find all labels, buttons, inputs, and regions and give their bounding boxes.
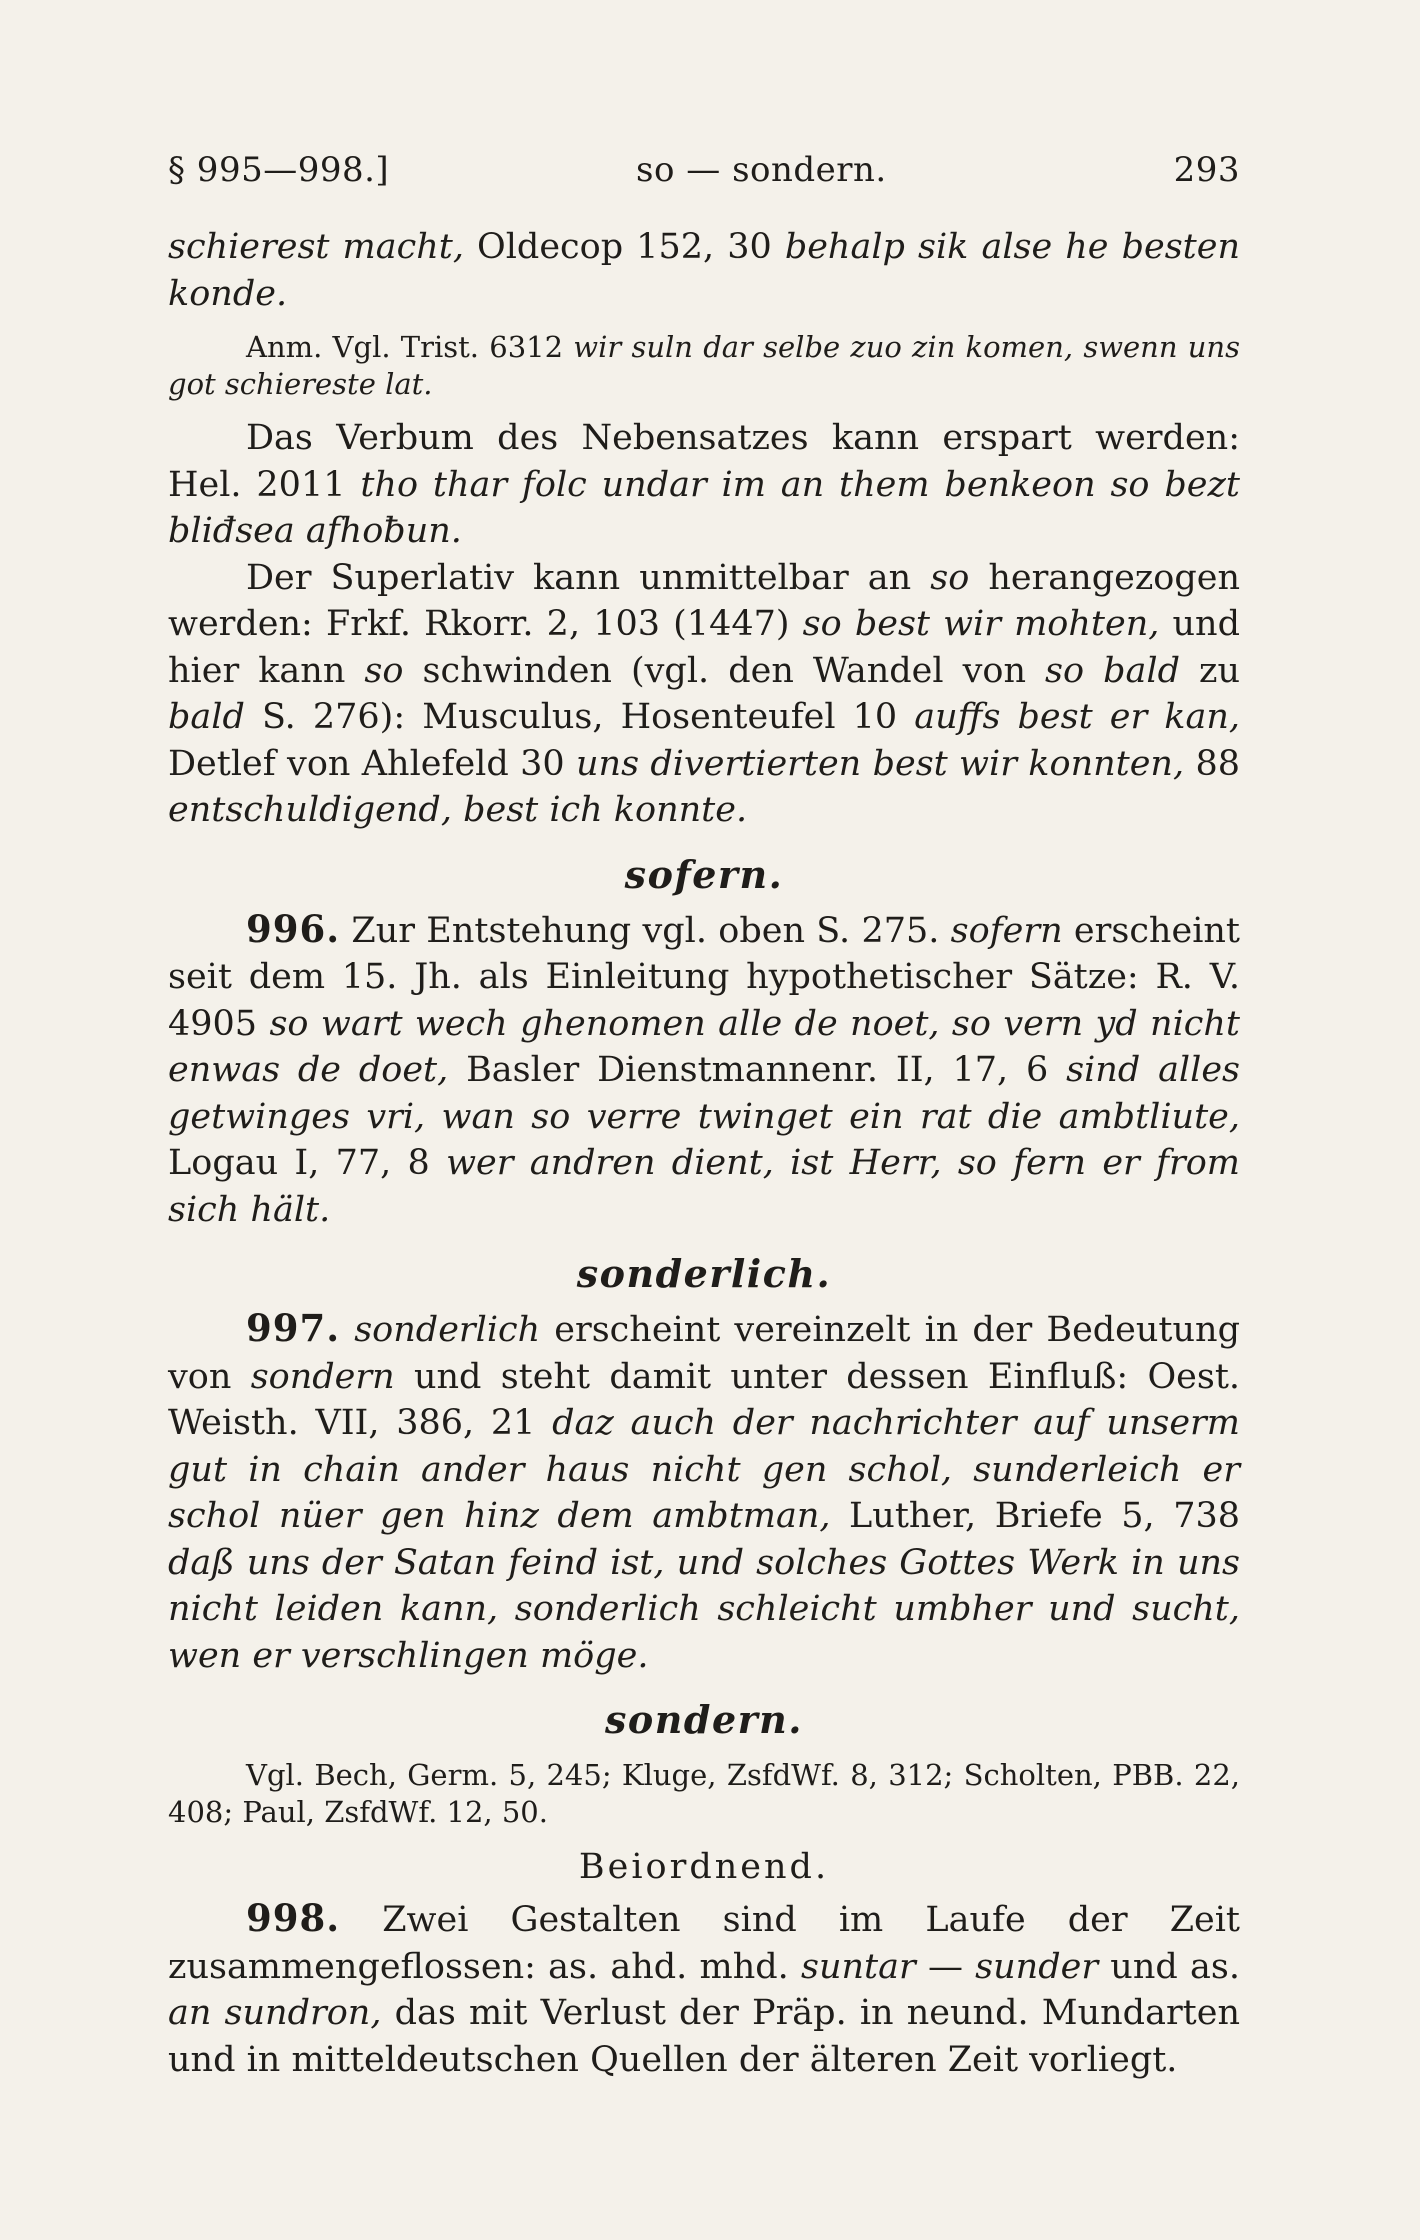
quote: so best wir mohten, bbox=[802, 604, 1160, 644]
quote: so bbox=[364, 650, 404, 691]
text: das mit Verlust der Präp. in neund. Mundarten und in mitteldeutschen Quellen der älteren Zeit vorliegt. bbox=[168, 1993, 1241, 2080]
text: erscheint seit dem 15. Jh. als Einleitung hypothetischer Sätze: R. V. 4905 bbox=[168, 910, 1240, 1044]
quote: an sundron, bbox=[168, 1993, 382, 2033]
text: S. 276): Musculus, Hosenteufel 10 bbox=[244, 697, 915, 737]
text: Zur Entstehung vgl. oben S. 275. bbox=[340, 910, 951, 951]
text: und steht damit unter dessen Einfluß: Oest. Weisth. VII, 386, 21 bbox=[168, 1356, 1241, 1443]
text: Detlef von Ahlefeld 30 bbox=[168, 743, 576, 784]
text: Luther, Briefe 5, 738 bbox=[830, 1496, 1240, 1536]
section-998 bbox=[168, 1895, 1240, 2083]
quote: wer andren dient, ist Herr, so fern er from sich hält. bbox=[168, 1143, 1241, 1230]
quote: wir suln dar selbe zuo zin komen, swenn uns got schiereste lat. bbox=[168, 330, 1240, 401]
text bbox=[340, 1310, 354, 1350]
text: — bbox=[915, 1946, 976, 1987]
running-head bbox=[168, 150, 1240, 190]
quote: behalp sik alse he besten konde. bbox=[168, 227, 1240, 314]
text: schwinden (vgl. den Wandel von bbox=[403, 650, 1046, 691]
section-996 bbox=[168, 906, 1240, 1234]
quote: bald bbox=[168, 697, 245, 737]
text: und as. bbox=[1098, 1946, 1240, 1987]
section-number: 996. bbox=[246, 906, 341, 951]
heading-sondern: sondern. bbox=[605, 1697, 803, 1742]
quote: so bald bbox=[1045, 650, 1180, 691]
heading-sonderlich: sonderlich. bbox=[576, 1251, 832, 1296]
text: 88 bbox=[1184, 743, 1240, 784]
text: herangezogen werden: Frkf. Rkorr. 2, 103 (1447) bbox=[168, 557, 1241, 644]
text: Das Verbum des Nebensatzes kann erspart werden: Hel. 2011 bbox=[168, 418, 1240, 505]
quote: sofern bbox=[950, 910, 1063, 951]
quote: so bbox=[930, 557, 970, 598]
heading-sofern: sofern. bbox=[624, 851, 784, 897]
text: Der Superlativ kann unmittelbar an bbox=[246, 557, 931, 598]
text: zu bbox=[1179, 650, 1241, 691]
quote: entschuldigend, best ich konnte. bbox=[168, 790, 748, 830]
quote: so wart wech ghenomen alle de noet, so vern yd nicht enwas de doet, bbox=[168, 1003, 1240, 1090]
quote: sondern bbox=[250, 1356, 395, 1397]
quote: daß uns der Satan feind ist, und solches Gottes Werk in uns nicht leiden kann, sonderlich schleicht umbher und sucht, wen er verschlingen möge. bbox=[168, 1542, 1240, 1676]
text: Oldecop 152, 30 bbox=[463, 227, 785, 267]
bibliography-note: Vgl. Bech, Germ. 5, 245; Kluge, ZsfdWf. 8, 312; Scholten, PBB. 22, 408; Paul, ZsfdWf. 12, 50. bbox=[168, 1758, 1240, 1829]
section-997 bbox=[168, 1305, 1240, 1679]
running-title: so — sondern. bbox=[636, 150, 887, 190]
text: Basler Dienstmannenr. II, 17, 6 bbox=[448, 1050, 1067, 1090]
text: Zwei Gestalten sind im Laufe der Zeit zusammengeflossen: as. ahd. mhd. bbox=[168, 1900, 1240, 1987]
quote: uns divertierten best wir konnten, bbox=[576, 743, 1185, 784]
quote: sunder bbox=[975, 1946, 1099, 1987]
page-number: 293 bbox=[1173, 150, 1240, 190]
section-number: 998. bbox=[246, 1896, 341, 1940]
quote: schierest macht, bbox=[168, 227, 464, 267]
text: Logau I, 77, 8 bbox=[168, 1143, 447, 1183]
annotation-note bbox=[168, 329, 1240, 403]
paragraph-superlative bbox=[168, 555, 1240, 834]
quote: auffs best er kan, bbox=[914, 697, 1240, 737]
text: erscheint vereinzelt in der Bedeutung von bbox=[168, 1310, 1240, 1397]
paragraph-ellipsis bbox=[168, 415, 1240, 555]
quote: sind alles getwinges vri, wan so verre twinget ein rat die ambtliute, bbox=[168, 1050, 1240, 1137]
quote: tho thar folc undar im an them benkeon so bezt bliđsea afhoƀun. bbox=[168, 464, 1240, 551]
paragraph-continued bbox=[168, 224, 1240, 317]
heading-beiordnend: Beiordnend. bbox=[578, 1847, 830, 1887]
text: Anm. Vgl. Trist. 6312 bbox=[246, 330, 574, 364]
text: und hier kann bbox=[168, 604, 1240, 691]
section-number: 997. bbox=[246, 1306, 341, 1350]
section-range: § 995—998.] bbox=[168, 150, 390, 190]
quote: sonderlich bbox=[354, 1310, 541, 1350]
quote: daz auch der nachrichter auf unserm gut in chain ander haus nicht gen schol, sunderleich er schol nüer gen hinz dem ambtman, bbox=[168, 1403, 1240, 1536]
quote: suntar bbox=[801, 1946, 916, 1987]
